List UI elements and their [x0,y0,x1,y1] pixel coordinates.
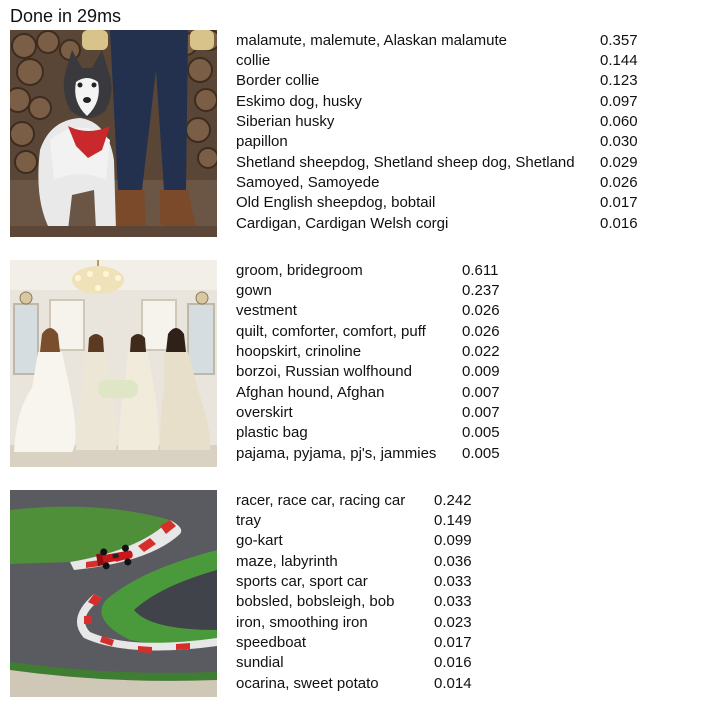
prediction-row [236,382,500,402]
prediction-row [236,571,472,591]
prediction-score: 0.026 [462,302,500,320]
prediction-score: 0.099 [434,532,472,550]
bridesmaids-photo [10,260,217,467]
prediction-label: Siberian husky [236,112,335,130]
prediction-row [236,301,500,321]
prediction-label: sports car, sport car [236,572,368,590]
prediction-row [236,402,500,422]
prediction-label: hoopskirt, crinoline [236,342,362,360]
prediction-label: maze, labyrinth [236,552,338,570]
prediction-score: 0.237 [462,281,500,299]
prediction-row [236,490,472,510]
result-block [10,490,710,697]
race-track-photo [10,490,217,697]
prediction-list [236,260,500,463]
prediction-score: 0.030 [600,133,638,151]
prediction-score: 0.017 [434,633,472,651]
prediction-score: 0.144 [600,51,638,69]
prediction-label: iron, smoothing iron [236,613,368,631]
prediction-list [236,30,638,233]
prediction-score: 0.149 [434,511,472,529]
prediction-score: 0.033 [434,572,472,590]
prediction-label: ocarina, sweet potato [236,674,379,692]
prediction-label: Afghan hound, Afghan [236,383,385,401]
prediction-score: 0.005 [462,444,500,462]
prediction-score: 0.242 [434,491,472,509]
prediction-row [236,280,500,300]
prediction-score: 0.009 [462,363,500,381]
prediction-list [236,490,472,693]
prediction-score: 0.026 [600,173,638,191]
prediction-row [236,531,472,551]
prediction-score: 0.029 [600,153,638,171]
result-block [10,30,710,237]
prediction-score: 0.123 [600,72,638,90]
prediction-score: 0.023 [434,613,472,631]
prediction-label: racer, race car, racing car [236,491,406,509]
prediction-label: groom, bridegroom [236,261,363,279]
prediction-label: pajama, pyjama, pj's, jammies [236,444,437,462]
prediction-row [236,111,638,131]
prediction-score: 0.017 [600,194,638,212]
prediction-row [236,673,472,693]
prediction-score: 0.005 [462,424,500,442]
prediction-score: 0.036 [434,552,472,570]
prediction-score: 0.007 [462,403,500,421]
prediction-row [236,653,472,673]
prediction-row [236,632,472,652]
prediction-label: papillon [236,133,288,151]
prediction-label: speedboat [236,633,307,651]
prediction-label: borzoi, Russian wolfhound [236,363,412,381]
prediction-label: Old English sheepdog, bobtail [236,194,436,212]
prediction-label: Eskimo dog, husky [236,92,362,110]
prediction-label: sundial [236,654,284,672]
prediction-score: 0.022 [462,342,500,360]
prediction-score: 0.014 [434,674,472,692]
prediction-row [236,362,500,382]
prediction-label: collie [236,51,271,69]
prediction-score: 0.060 [600,112,638,130]
prediction-row [236,612,472,632]
prediction-row [236,30,638,50]
prediction-row [236,551,472,571]
prediction-row [236,423,500,443]
prediction-label: Border collie [236,72,320,90]
prediction-row [236,71,638,91]
prediction-row [236,592,472,612]
husky-photo [10,30,217,237]
prediction-row [236,50,638,70]
prediction-row [236,341,500,361]
prediction-row [236,321,500,341]
prediction-row [236,132,638,152]
prediction-label: vestment [236,302,297,320]
prediction-row [236,152,638,172]
prediction-score: 0.026 [462,322,500,340]
prediction-score: 0.033 [434,593,472,611]
prediction-score: 0.007 [462,383,500,401]
prediction-score: 0.611 [462,261,499,279]
prediction-label: bobsled, bobsleigh, bob [236,593,395,611]
prediction-score: 0.016 [434,654,472,672]
prediction-row [236,91,638,111]
prediction-label: gown [236,281,272,299]
prediction-label: plastic bag [236,424,308,442]
prediction-row [236,193,638,213]
prediction-score: 0.357 [600,31,638,49]
prediction-row [236,260,500,280]
prediction-label: Shetland sheepdog, Shetland sheep dog, Shetland [236,153,575,171]
prediction-label: quilt, comforter, comfort, puff [236,322,426,340]
prediction-row [236,213,638,233]
prediction-score: 0.016 [600,214,638,232]
prediction-label: Cardigan, Cardigan Welsh corgi [236,214,449,232]
prediction-row [236,172,638,192]
prediction-score: 0.097 [600,92,638,110]
result-block [10,260,710,467]
prediction-label: overskirt [236,403,293,421]
prediction-label: go-kart [236,532,283,550]
prediction-row [236,443,500,463]
status-text: Done in 29ms [10,6,122,26]
prediction-label: malamute, malemute, Alaskan malamute [236,31,507,49]
prediction-label: Samoyed, Samoyede [236,173,380,191]
prediction-label: tray [236,511,262,529]
prediction-row [236,510,472,530]
